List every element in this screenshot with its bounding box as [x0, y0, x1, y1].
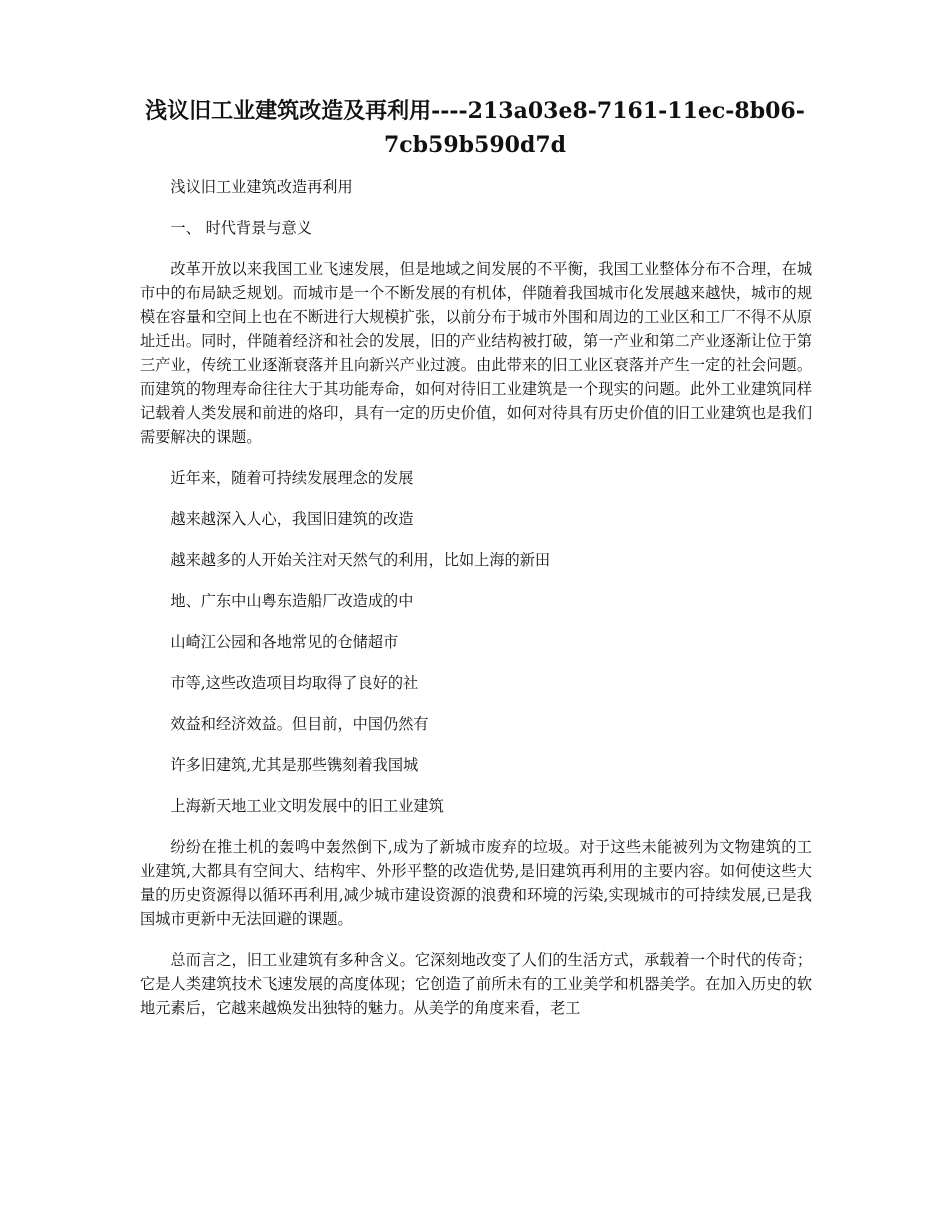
paragraph-line: 许多旧建筑,尤其是那些镌刻着我国城 [170, 756, 419, 774]
title-line-1: 浅议旧工业建筑改造及再利用----213a03e8-7161-11ec-8b06- [145, 98, 805, 124]
document-body [140, 175, 812, 1037]
paragraph-line: 效益和经济效益。但目前，中国仍然有 [170, 715, 429, 733]
paragraph-line: 地、广东中山粤东造船厂改造成的中 [170, 592, 414, 610]
paragraph-line: 越来越多的人开始关注对天然气的利用，比如上海的新田 [170, 551, 551, 569]
paragraph-background: 改革开放以来我国工业飞速发展，但是地域之间发展的不平衡，我国工业整体分布不合理，在城市中的布局缺乏规划。而城市是一个不断发展的有机体，伴随着我国城市化发展越来越快，城市的规模在容量和空间上也在不断进行大规模扩张，以前分布于城市外围和周边的工业区和工厂不得不从原址迁出。同时，伴随着经济和社会的发展，旧的产业结构被打破，第一产业和第二产业逐渐让位于第三产业，传统工业逐渐衰落并且向新兴产业过渡。由此带来的旧工业区衰落并产生一定的社会问题。而建筑的物理寿命往往大于其功能寿命，如何对待旧工业建筑是一个现实的问题。此外工业建筑同样记载着人类发展和前进的烙印，具有一定的历史价值，如何对待具有历史价值的旧工业建筑也是我们需要解决的课题。 [140, 260, 812, 446]
paragraph-line: 山崎江公园和各地常见的仓储超市 [170, 633, 399, 651]
subtitle: 浅议旧工业建筑改造再利用 [170, 178, 353, 196]
title-line-2: 7cb59b590d7d [383, 132, 567, 158]
paragraph-summary: 总而言之，旧工业建筑有多种含义。它深刻地改变了人们的生活方式，承载着一个时代的传奇；它是人类建筑技术飞速发展的高度体现；它创造了前所未有的工业美学和机器美学。在加入历史的软地元素后，它越来越焕发出独特的魅力。从美学的角度来看，老工 [140, 951, 812, 1017]
paragraph-line: 越来越深入人心，我国旧建筑的改造 [170, 510, 414, 528]
image-caption: 上海新天地工业文明发展中的旧工业建筑 [170, 797, 444, 815]
paragraph-demolition: 纷纷在推土机的轰鸣中轰然倒下,成为了新城市废弃的垃圾。对于这些未能被列为文物建筑的工业建筑,大都具有空间大、结构牢、外形平整的改造优势,是旧建筑再利用的主要内容。如何使这些大量的历史资源得以循环再利用,减少城市建设资源的浪费和环境的污染,实现城市的可持续发展,已是我国城市更新中无法回避的课题。 [140, 838, 812, 928]
section-heading: 一、 时代背景与意义 [170, 219, 312, 237]
paragraph-line: 市等,这些改造项目均取得了良好的社 [170, 674, 419, 692]
document-title [100, 94, 850, 162]
paragraph-line: 近年来，随着可持续发展理念的发展 [170, 469, 414, 487]
